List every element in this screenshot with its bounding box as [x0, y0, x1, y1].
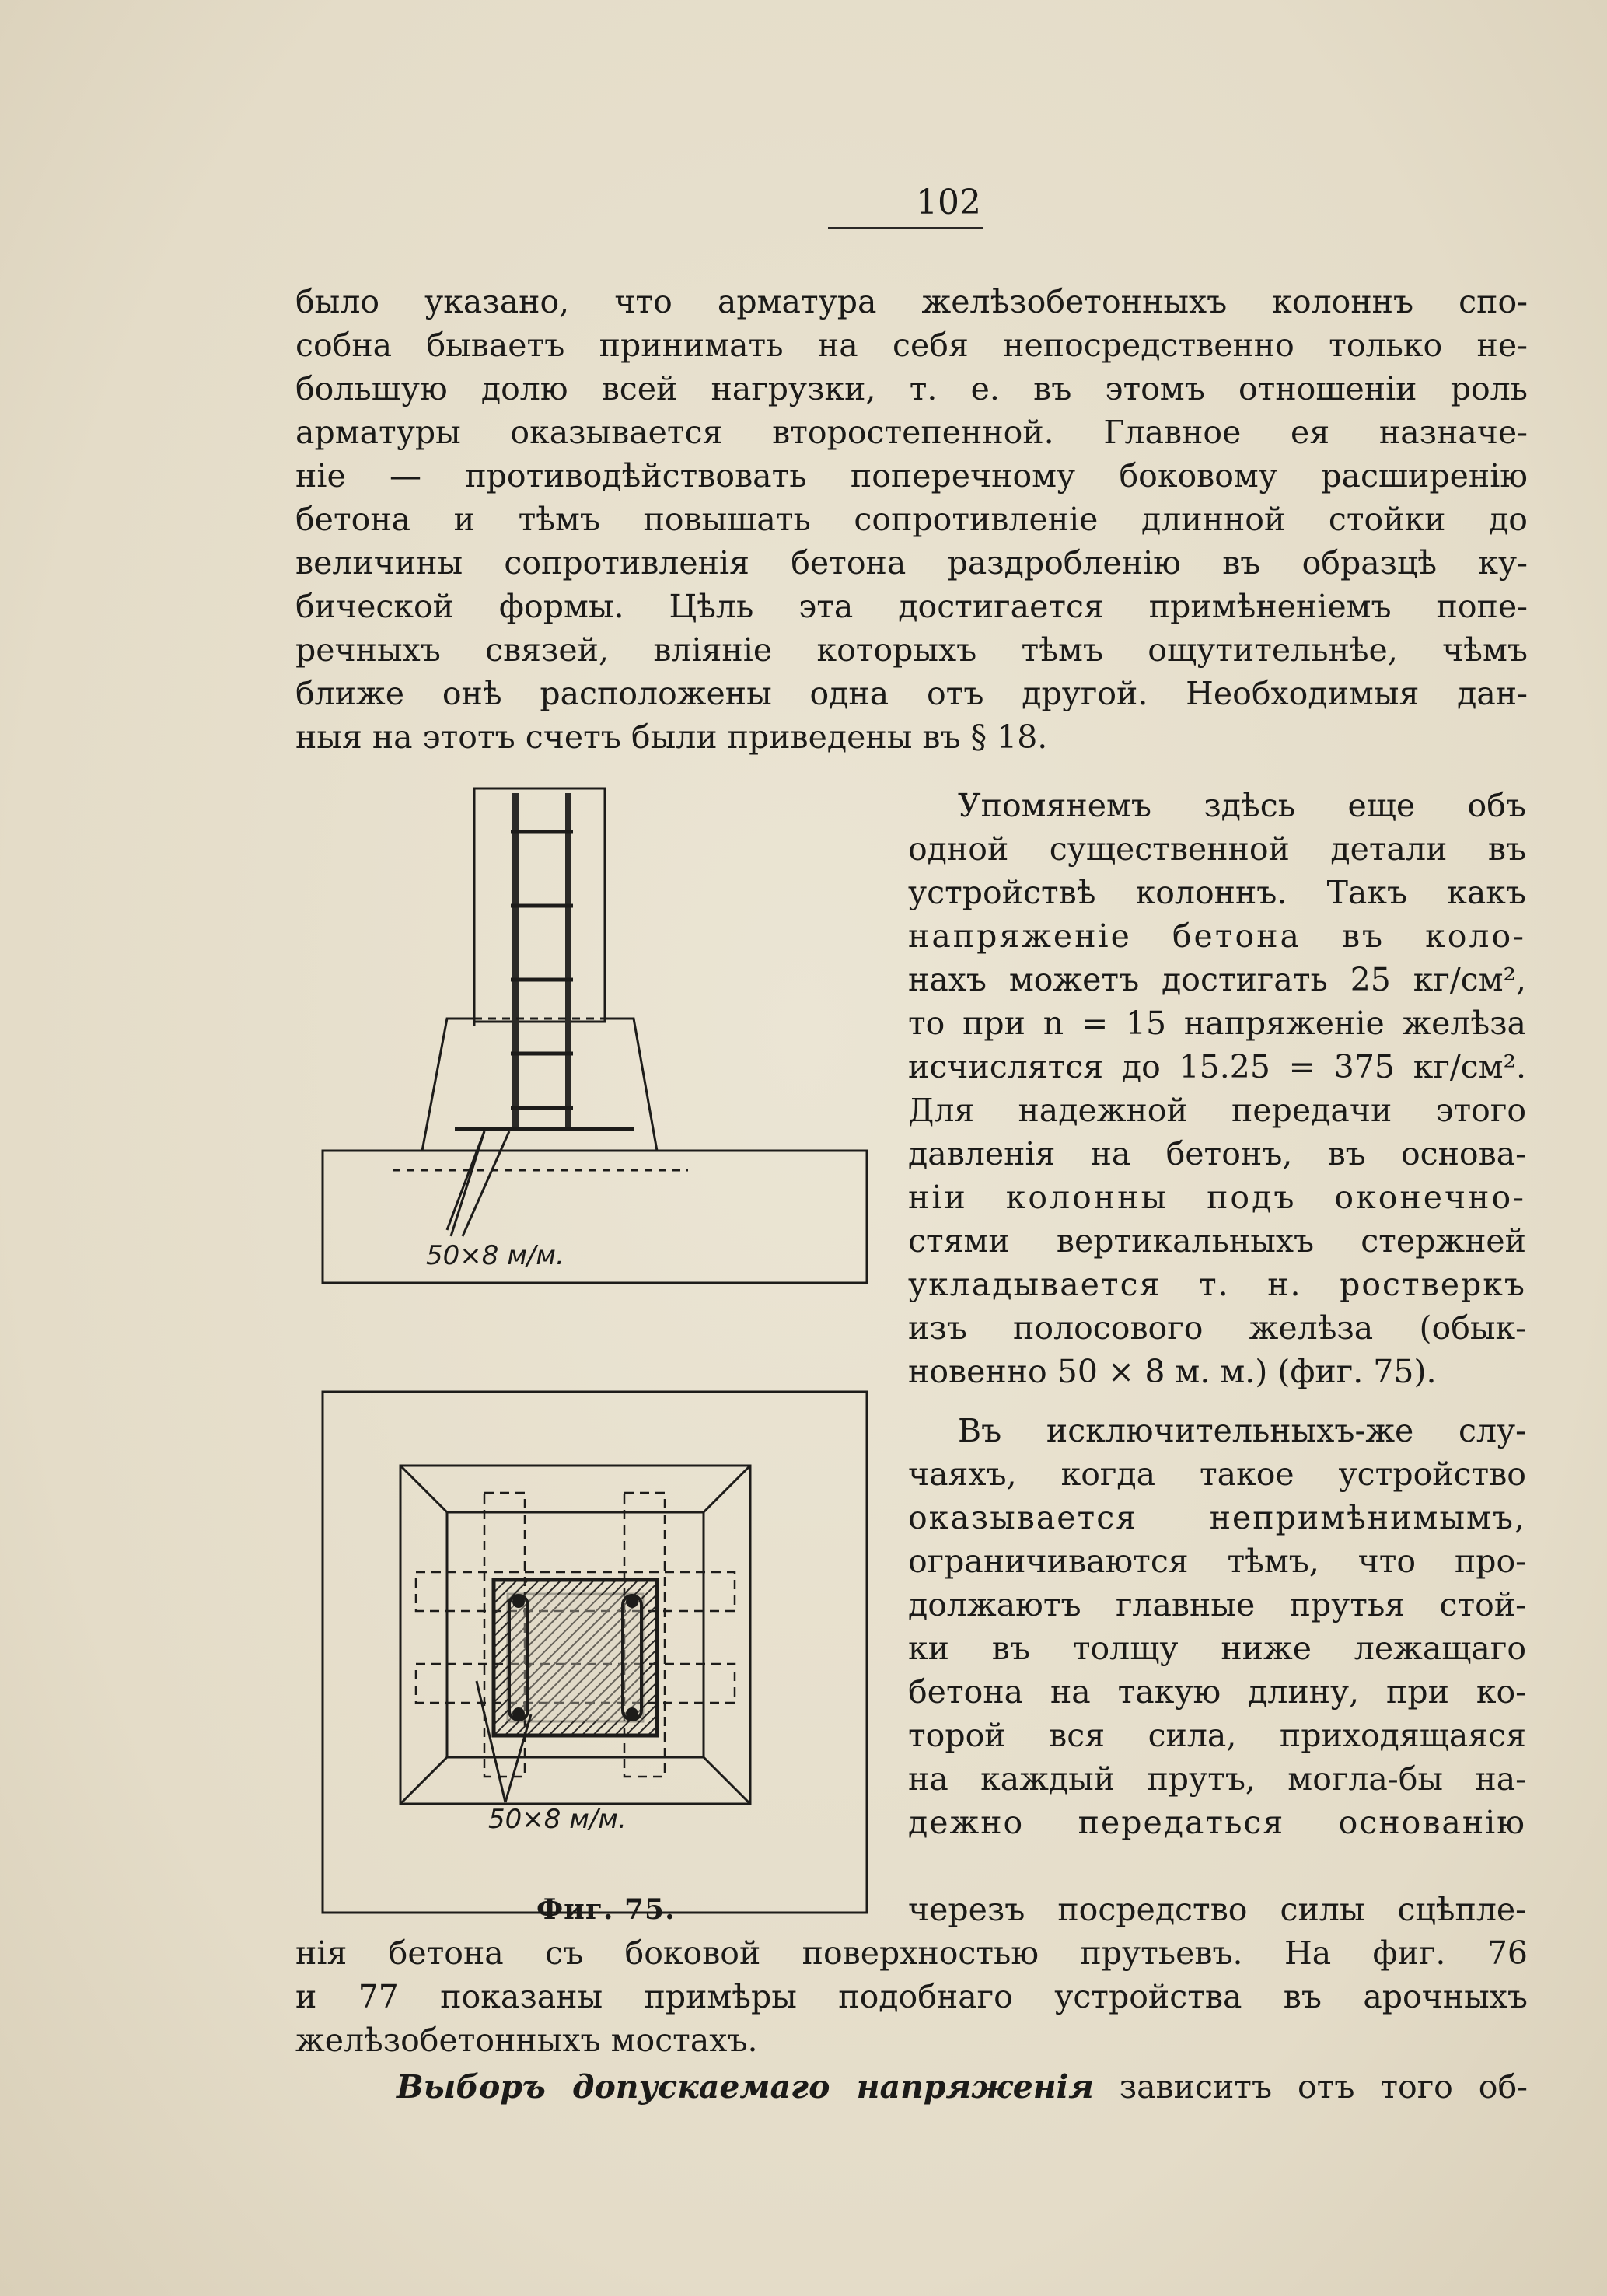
- side-text-line: черезъ посредство силы сцѣпле-: [908, 1891, 1526, 1928]
- side-text-line: укладывается т. н. ростверкъ: [908, 1266, 1526, 1303]
- text-line: нія бетона съ боковой поверхностью прутьевъ. На фиг. 76: [295, 1934, 1528, 1972]
- text-line: бической формы. Цѣль эта достигается примѣненіемъ попе-: [295, 588, 1528, 625]
- text-line: величины сопротивленія бетона раздробленію въ образцѣ ку-: [295, 544, 1528, 582]
- side-text-line: то при n = 15 напряженіе желѣза: [908, 1005, 1526, 1042]
- side-text-line: бетона на такую длину, при ко-: [908, 1673, 1526, 1711]
- side-text-line: исчислятся до 15.25 = 375 кг/см².: [908, 1048, 1526, 1085]
- side-text-line: торой вся сила, приходящаяся: [908, 1717, 1526, 1754]
- side-text-line: устройствѣ колоннъ. Такъ какъ: [908, 874, 1526, 911]
- side-text-line: ніи колонны подъ оконечно-: [908, 1179, 1526, 1216]
- header-rule: [828, 227, 983, 229]
- side-text-line: стями вертикальныхъ стержней: [908, 1222, 1526, 1260]
- side-text-line: ки въ толщу ниже лежащаго: [908, 1630, 1526, 1667]
- final-line-rest: зависитъ отъ того об-: [1093, 2068, 1528, 2106]
- rostwerk-label-bottom: 50×8 м/м.: [488, 1804, 627, 1835]
- text-line: бетона и тѣмъ повышать сопротивленіе длинной стойки до: [295, 501, 1528, 538]
- text-line: было указано, что арматура желѣзобетонныхъ колоннъ спо-: [295, 283, 1528, 320]
- figure-75-drawing: [307, 778, 882, 1920]
- text-line: и 77 показаны примѣры подобнаго устройства въ арочныхъ: [295, 1978, 1528, 2015]
- figure-caption: Фиг. 75.: [536, 1893, 676, 1926]
- figure-75: [307, 778, 882, 1920]
- side-text-line: на каждый прутъ, могла-бы на-: [908, 1760, 1526, 1798]
- text-line: речныхъ связей, вліяніе которыхъ тѣмъ ощутительнѣе, чѣмъ: [295, 631, 1528, 669]
- text-line-final: [295, 2065, 1528, 2109]
- side-text-line: одной существенной детали въ: [908, 830, 1526, 868]
- text-line: ныя на этотъ счетъ были приведены въ § 18.: [295, 718, 1048, 756]
- side-text-line: Въ исключительныхъ-же слу-: [958, 1412, 1526, 1449]
- page-number: 102: [916, 183, 981, 222]
- side-text-line: Для надежной передачи этого: [908, 1092, 1526, 1129]
- text-line: ближе онѣ расположены одна отъ другой. Необходимыя дан-: [295, 675, 1528, 712]
- side-text-line: давленія на бетонъ, въ основа-: [908, 1135, 1526, 1172]
- side-text-line: Упомянемъ здѣсь еще объ: [958, 787, 1526, 824]
- italic-phrase: Выборъ допускаемаго напряженія: [397, 2068, 1094, 2106]
- text-line: желѣзобетонныхъ мостахъ.: [295, 2022, 758, 2059]
- side-text-line: новенно 50 × 8 м. м.) (фиг. 75).: [908, 1353, 1437, 1390]
- side-text-line: напряженіе бетона въ коло-: [908, 917, 1526, 955]
- side-text-line: должаютъ главные прутья стой-: [908, 1586, 1526, 1623]
- side-text-line: оказывается непримѣнимымъ,: [908, 1499, 1526, 1536]
- side-text-line: дежно передаться основанію: [908, 1804, 1526, 1841]
- rostwerk-label-top: 50×8 м/м.: [426, 1240, 564, 1271]
- text-line: арматуры оказывается второстепенной. Главное ея назначе-: [295, 414, 1528, 451]
- side-text-line: ограничиваются тѣмъ, что про-: [908, 1543, 1526, 1580]
- side-text-line: чаяхъ, когда такое устройство: [908, 1456, 1526, 1493]
- side-text-line: нахъ можетъ достигать 25 кг/см²,: [908, 961, 1526, 998]
- text-line: большую долю всей нагрузки, т. е. въ этомъ отношеніи роль: [295, 370, 1528, 407]
- side-text-line: изъ полосового желѣза (обык-: [908, 1309, 1526, 1347]
- text-line: собна бываетъ принимать на себя непосредственно только не-: [295, 327, 1528, 364]
- text-line: ніе — противодѣйствовать поперечному боковому расширенію: [295, 457, 1528, 494]
